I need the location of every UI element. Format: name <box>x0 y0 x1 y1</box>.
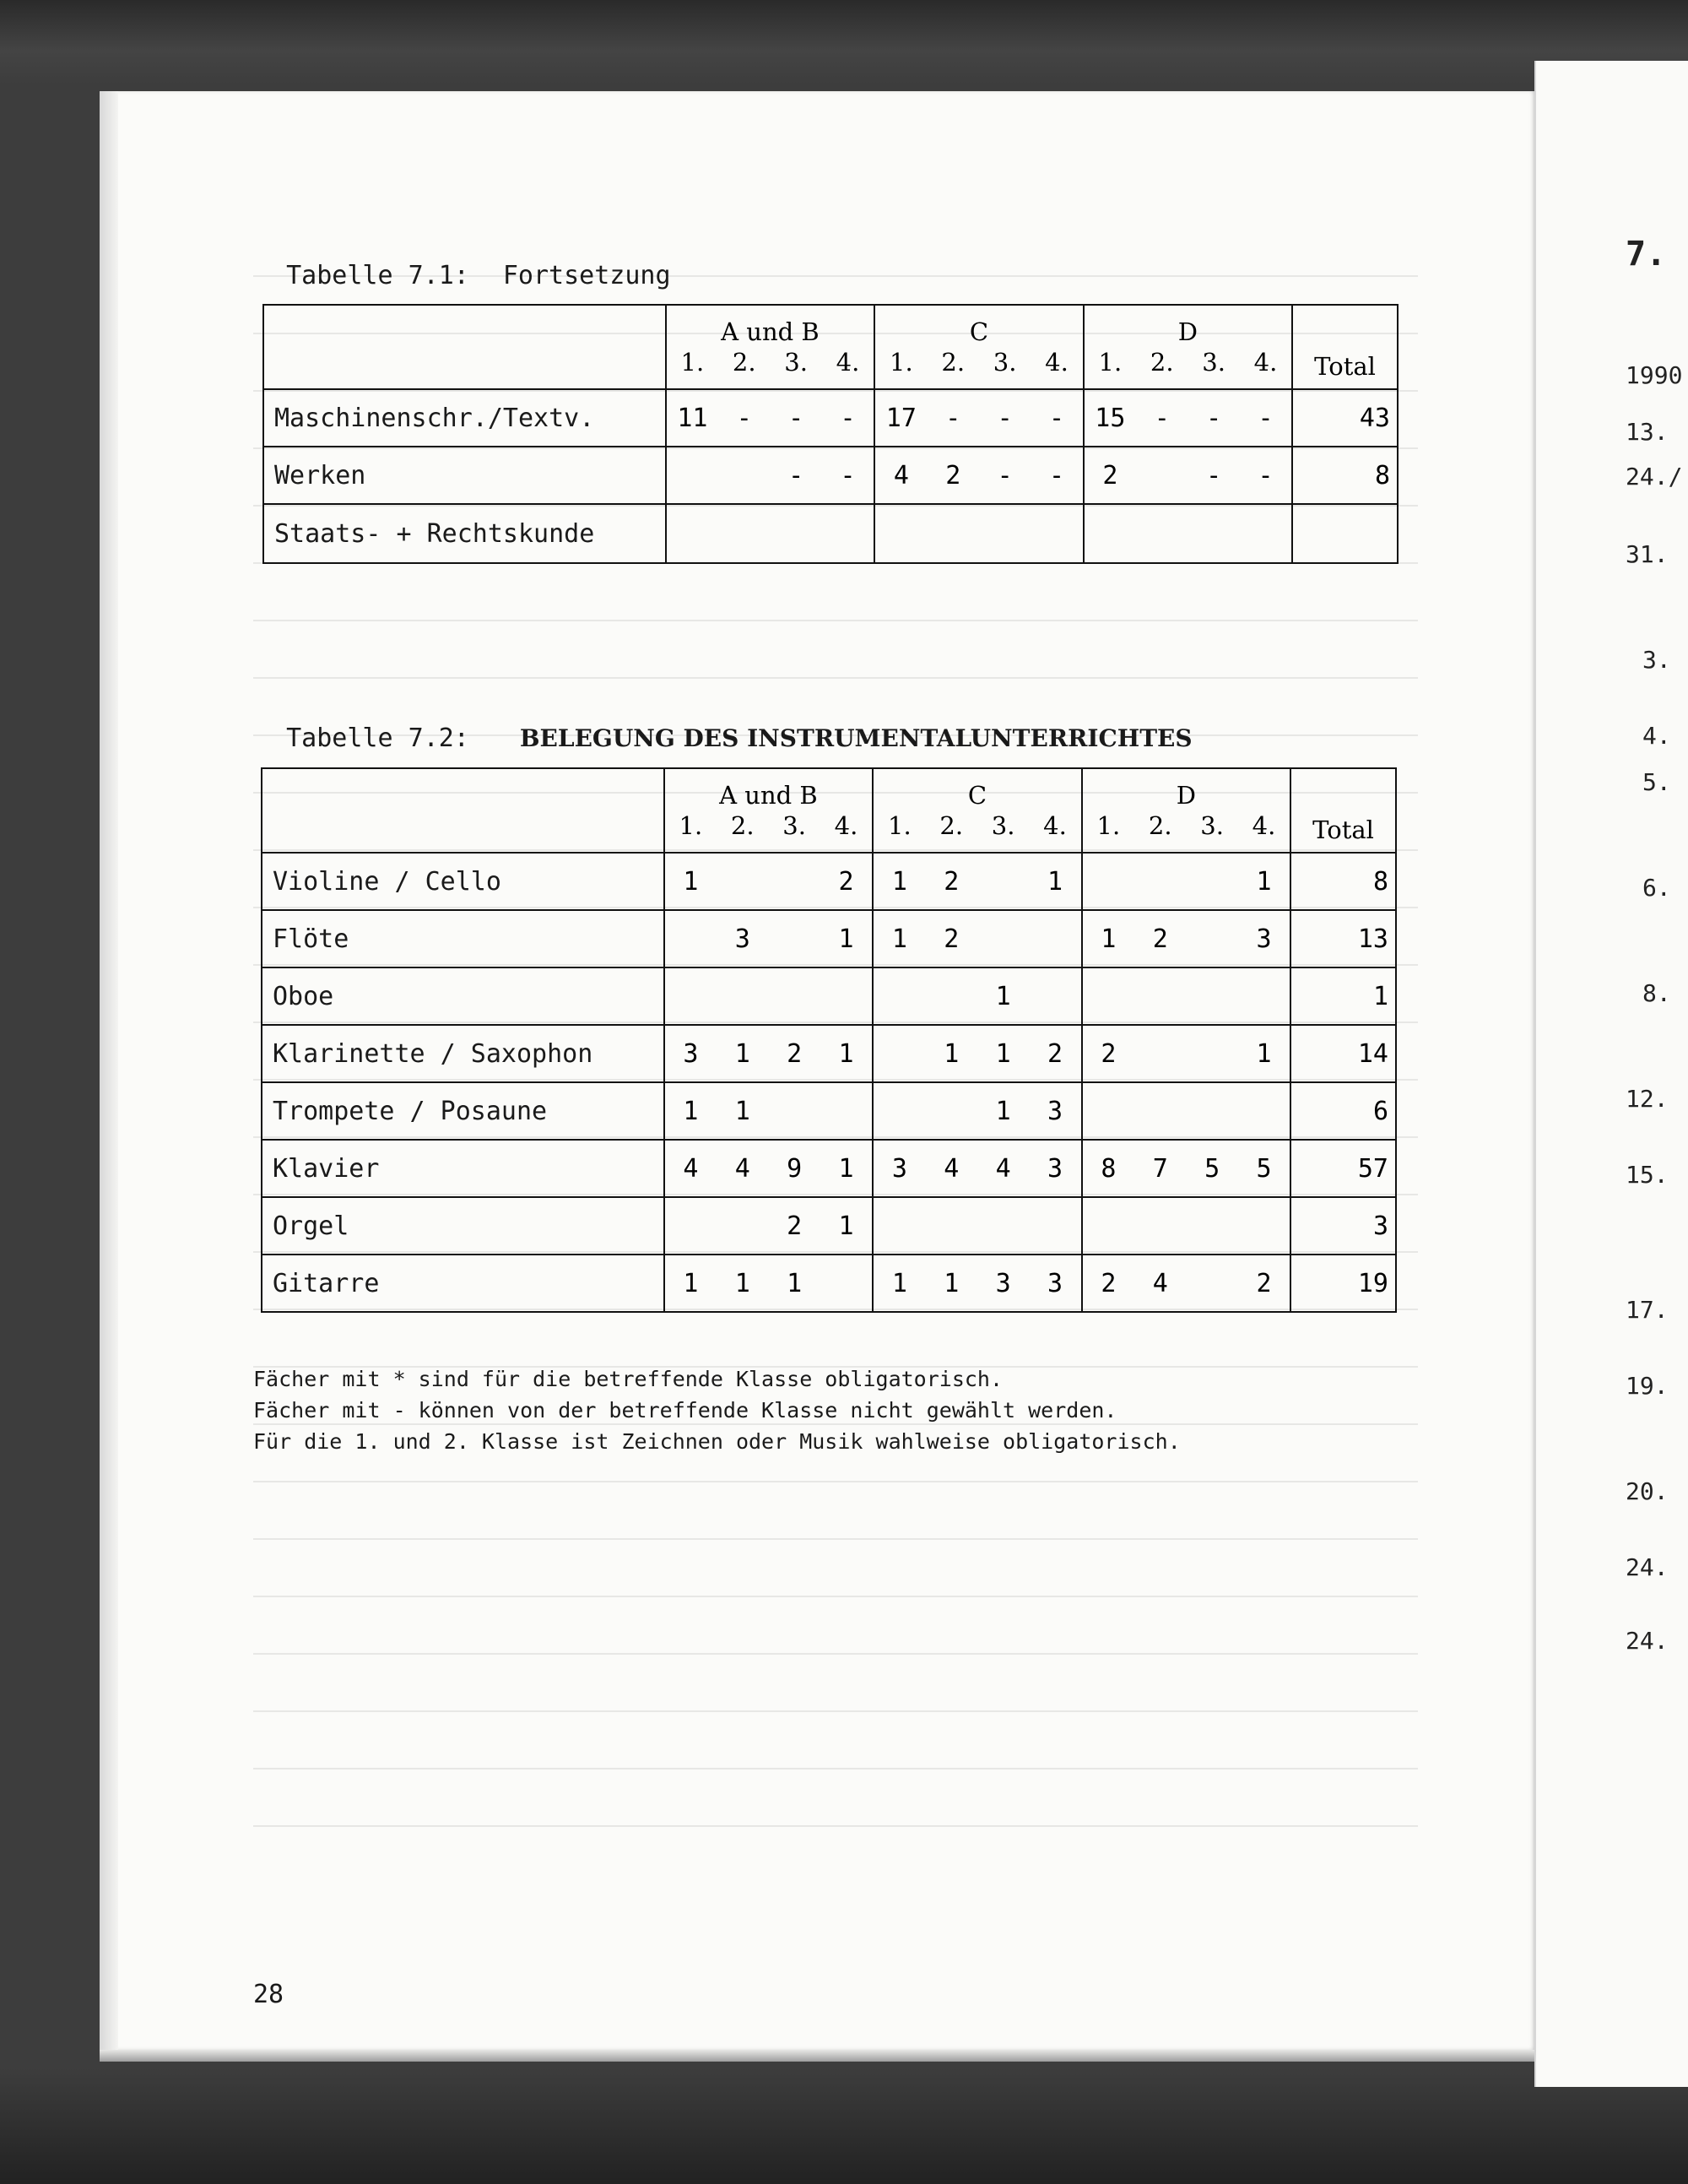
table-row <box>263 504 1398 563</box>
row-total: 3 <box>1290 1197 1396 1255</box>
table2-group-d: D 1. 2. 3. 4. <box>1082 768 1290 853</box>
row-label: Orgel <box>262 1197 664 1255</box>
right-page-item: 13. <box>1626 418 1669 446</box>
table2-group-ab: A und B 1. 2. 3. 4. <box>664 768 873 853</box>
right-page-item: 6. <box>1642 874 1671 902</box>
table1-group-d: D 1. 2. 3. 4. <box>1084 305 1292 389</box>
table-row: Werken - - 4 2 - - 2 - - 8 <box>263 447 1398 504</box>
row-label: Klavier <box>262 1140 664 1197</box>
right-page-item: 24. <box>1626 1553 1669 1581</box>
row-total: 14 <box>1290 1025 1396 1082</box>
table2-caption-title: BELEGUNG DES INSTRUMENTALUNTERRICHTES <box>519 724 1193 752</box>
table-row: Oboe 1 1 <box>262 967 1396 1025</box>
right-page-item: 19. <box>1626 1372 1669 1400</box>
row-total <box>1292 504 1398 563</box>
row-label: Maschinenschr./Textv. <box>263 389 666 447</box>
table2-header-row <box>262 768 1396 853</box>
table2-caption-label: Tabelle 7.2: <box>286 723 469 753</box>
right-page-item: 8. <box>1642 979 1671 1007</box>
row-label: Oboe <box>262 967 664 1025</box>
row-label: Werken <box>263 447 666 504</box>
footnotes <box>253 1363 1181 1457</box>
row-label: Staats- + Rechtskunde <box>263 504 666 563</box>
table1-caption <box>256 231 671 290</box>
table-row: Orgel 2 1 3 <box>262 1197 1396 1255</box>
right-page-item: 4. <box>1642 722 1671 750</box>
table2-group-c: C 1. 2. 3. 4. <box>873 768 1081 853</box>
right-page-item: 3. <box>1642 646 1671 674</box>
table-row: Klarinette / Saxophon 3 1 2 1 1 1 2 2 1 14 <box>262 1025 1396 1082</box>
row-total: 8 <box>1290 853 1396 910</box>
row-label: Gitarre <box>262 1255 664 1312</box>
table-row: Trompete / Posaune 1 1 1 3 6 <box>262 1082 1396 1140</box>
table-row: Klavier 4 4 9 1 3 4 4 3 8 7 5 5 57 <box>262 1140 1396 1197</box>
row-label: Trompete / Posaune <box>262 1082 664 1140</box>
table2-total-header: Total <box>1290 768 1396 853</box>
row-total: 19 <box>1290 1255 1396 1312</box>
table-row: Maschinenschr./Textv. 11 - - - 17 - - - 15 - - - 43 <box>263 389 1398 447</box>
table1-caption-label: Tabelle 7.1: <box>286 261 469 290</box>
row-label: Klarinette / Saxophon <box>262 1025 664 1082</box>
right-page-item: 24. <box>1626 1627 1669 1655</box>
page-number: 28 <box>253 1980 284 2009</box>
footnote: Fächer mit - können von der betreffende Klasse nicht gewählt werden. <box>253 1398 1117 1423</box>
table1-total-header: Total <box>1292 305 1398 389</box>
right-page-item: 15. <box>1626 1161 1669 1189</box>
footnote: Fächer mit * sind für die betreffende Klasse obligatorisch. <box>253 1367 1004 1391</box>
row-total: 6 <box>1290 1082 1396 1140</box>
table1-header-row <box>263 305 1398 389</box>
row-total: 43 <box>1292 389 1398 447</box>
row-total: 13 <box>1290 910 1396 967</box>
table2 <box>261 767 1397 1313</box>
right-page-item: 12. <box>1626 1085 1669 1113</box>
row-label: Violine / Cello <box>262 853 664 910</box>
row-total: 8 <box>1292 447 1398 504</box>
table-row: Violine / Cello 1 2 1 2 1 1 8 <box>262 853 1396 910</box>
table1-group-ab: A und B 1. 2. 3. 4. <box>666 305 874 389</box>
right-page-item: 24./ <box>1626 463 1683 490</box>
table2-caption <box>256 694 1193 753</box>
table1-caption-title: Fortsetzung <box>502 261 671 290</box>
table2-header-blank <box>262 768 664 853</box>
page-edge-left <box>100 91 118 2050</box>
row-total: 1 <box>1290 967 1396 1025</box>
table1 <box>262 304 1399 564</box>
table1-group-c: C 1. 2. 3. 4. <box>874 305 1083 389</box>
table-row: Flöte 3 1 1 2 1 2 3 13 <box>262 910 1396 967</box>
row-total: 57 <box>1290 1140 1396 1197</box>
right-page-heading: 7. <box>1626 235 1667 274</box>
table-row: Gitarre 1 1 1 1 1 3 3 2 4 2 19 <box>262 1255 1396 1312</box>
right-page-item: 17. <box>1626 1296 1669 1324</box>
table1-header-blank <box>263 305 666 389</box>
page-edge-bottom <box>100 2050 1534 2062</box>
right-page-item: 31. <box>1626 540 1669 568</box>
right-page-item: 20. <box>1626 1477 1669 1505</box>
footnote: Für die 1. und 2. Klasse ist Zeichnen oder Musik wahlweise obligatorisch. <box>253 1429 1181 1454</box>
right-page-item: 1990 <box>1626 361 1683 389</box>
right-page-item: 5. <box>1642 768 1671 796</box>
row-label: Flöte <box>262 910 664 967</box>
